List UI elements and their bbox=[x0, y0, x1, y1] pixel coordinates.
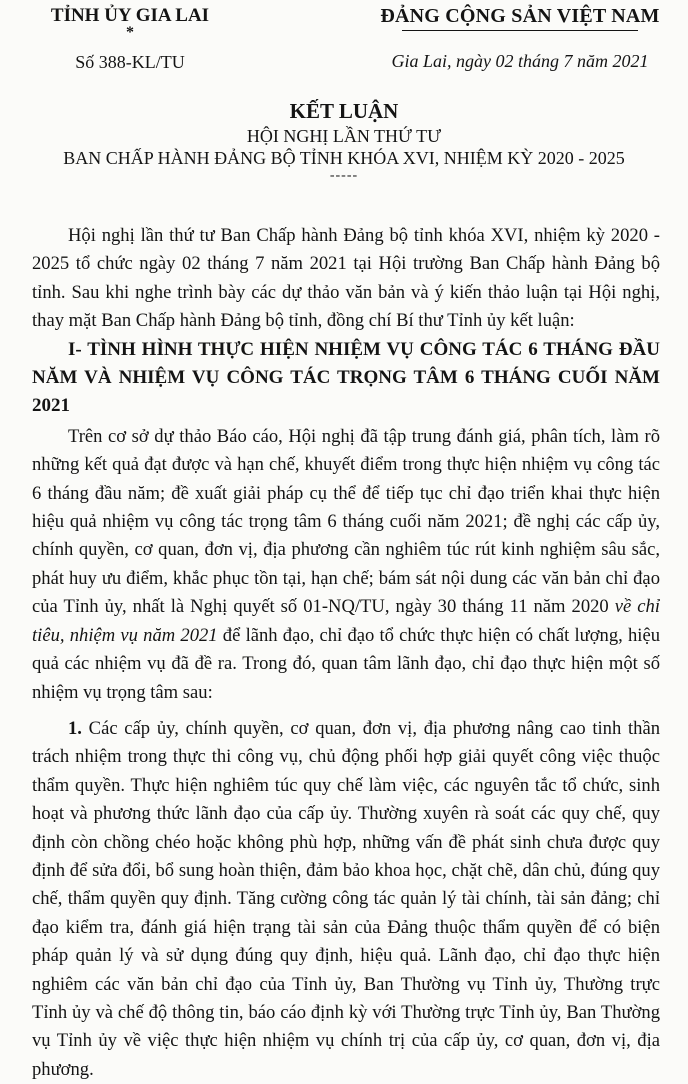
document-number: Số 388-KL/TU bbox=[75, 52, 185, 72]
item-1-paragraph bbox=[32, 715, 660, 1084]
paragraph-2-part-2: để lãnh đạo, chỉ đạo tổ chức thực hiện có chất lượng, hiệu quả các nhiệm vụ đã đề ra. Trong đó, quan tâm lãnh đạo, chỉ đạo thực hiện một số nhiệm vụ trọng tâm sau: bbox=[32, 624, 661, 703]
paragraph-2-italic: về chỉ tiêu, nhiệm vụ năm 2021 bbox=[32, 596, 660, 646]
place-date: Gia Lai, ngày 02 tháng 7 năm 2021 bbox=[391, 51, 649, 71]
item-1-number: 1. bbox=[68, 717, 82, 739]
section-1-heading: I- TÌNH HÌNH THỰC HIỆN NHIỆM VỤ CÔNG TÁC 6 THÁNG ĐẦU NĂM VÀ NHIỆM VỤ CÔNG TÁC TRỌNG TÂM 6 THÁNG CUỐI NĂM 2021 bbox=[32, 338, 660, 417]
party-block bbox=[360, 4, 680, 73]
intro-paragraph: Hội nghị lần thứ tư Ban Chấp hành Đảng bộ tỉnh khóa XVI, nhiệm kỳ 2020 - 2025 tổ chức ngày 02 tháng 7 năm 2021 tại Hội trường Ban Chấp hành Đảng bộ tỉnh. Sau khi nghe trình bày các dự thảo văn bản và ý kiến thảo luận tại Hội nghị, thay mặt Ban Chấp hành Đảng bộ tỉnh, đồng chí Bí thư Tỉnh ủy kết luận: bbox=[32, 225, 660, 332]
org-name: TỈNH ỦY GIA LAI bbox=[50, 5, 210, 26]
document-type-title: KẾT LUẬN bbox=[289, 99, 399, 123]
issuing-authority-block bbox=[30, 4, 230, 74]
title-line-2: BAN CHẤP HÀNH ĐẢNG BỘ TỈNH KHÓA XVI, NHIỆM KỲ 2020 - 2025 bbox=[63, 148, 625, 168]
paragraph-2 bbox=[32, 423, 660, 707]
title-separator: ----- bbox=[329, 168, 359, 183]
paragraph-2-part-1: Trên cơ sở dự thảo Báo cáo, Hội nghị đã tập trung đánh giá, phân tích, làm rõ những kết quả đạt được và hạn chế, khuyết điểm trong thực hiện nhiệm vụ công tác 6 tháng đầu năm; đề xuất giải pháp cụ thể để tiếp tục chỉ đạo triển khai thực hiện hiệu quả nhiệm vụ công tác trọng tâm 6 tháng cuối năm 2021; đề nghị các cấp ủy, chính quyền, cơ quan, đơn vị, địa phương cần nghiêm túc rút kinh nghiệm sâu sắc, phát huy ưu điểm, khắc phục tồn tại, hạn chế; bám sát nội dung các văn bản chỉ đạo của Tỉnh ủy, nhất là Nghị quyết số 01-NQ/TU, ngày 30 tháng 11 năm 2020 bbox=[32, 425, 660, 618]
title-line-1: HỘI NGHỊ LẦN THỨ TƯ bbox=[246, 126, 442, 146]
party-underline bbox=[402, 30, 638, 31]
document-body bbox=[32, 222, 660, 1084]
title-block bbox=[0, 98, 688, 183]
party-name: ĐẢNG CỘNG SẢN VIỆT NAM bbox=[380, 5, 660, 27]
item-1-text: Các cấp ủy, chính quyền, cơ quan, đơn vị, địa phương nâng cao tinh thần trách nhiệm trong thực thi công vụ, chủ động phối hợp giải quyết công việc thuộc thẩm quyền. Thực hiện nghiêm túc quy chế làm việc, các nguyên tắc tổ chức, sinh hoạt và phương thức lãnh đạo của cấp ủy. Thường xuyên rà soát các quy chế, quy định còn chồng chéo hoặc không phù hợp, những vấn đề phát sinh chưa được quy định để sửa đổi, bổ sung hoàn thiện, đảm bảo khoa học, chặt chẽ, dân chủ, đúng quy chế, thẩm quyền quy định. Tăng cường công tác quản lý tài chính, tài sản đảng; chỉ đạo kiểm tra, đánh giá hiện trạng tài sản của Đảng thuộc thẩm quyền để có biện pháp quản lý và sử dụng đúng quy định, hiệu quả. Lãnh đạo, chỉ đạo thực hiện nghiêm các văn bản chỉ đạo của Tỉnh ủy, Ban Thường vụ Tỉnh ủy, Thường trực Tỉnh ủy và chế độ thông tin, báo cáo định kỳ với Thường trực Tỉnh ủy, Ban Thường vụ Tỉnh ủy về việc thực hiện nhiệm vụ chính trị của cấp ủy, cơ quan, đơn vị, địa phương. bbox=[32, 717, 660, 1080]
star-separator: * bbox=[126, 24, 134, 41]
